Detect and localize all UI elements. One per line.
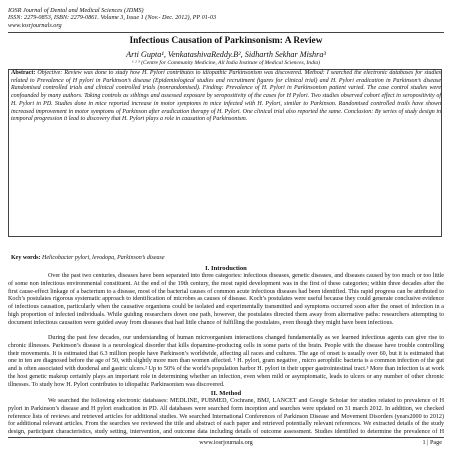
section-heading-method: II. Method xyxy=(210,390,242,397)
journal-issn: ISSN: 2279-0853, ISBN: 2279-0861. Volume 3, Issue 1 (Nov.- Dec. 2012), PP 01-03 xyxy=(8,14,217,22)
abstract xyxy=(11,70,441,124)
author-list: Arti Gupta¹, VenkatashivaReddy.B², Sidharth Sekhar Mishra³ xyxy=(126,50,326,59)
journal-header xyxy=(8,7,438,29)
header-divider xyxy=(8,32,444,33)
footer-divider xyxy=(8,437,444,438)
footer-url: www.iosrjournals.org xyxy=(199,439,253,446)
abstract-label: Abstract: xyxy=(11,70,36,76)
abstract-text: Objective: Review was done to study how H. Pylori contributes to idiopathic Parkinsonism was discovered. Method: I searched the electronic databases for studies related to Prevalence of H pylori in Parkinson’s disease (Epidemiological studies and recruitment figures for clinical trial) and H. Pylori eradication in Parkinson’s disease Randomised controlled trials and clinical controlled trials (nonrandomised). Finding: Prevalence of H. Pylori in Parkinsonism patient varied. The case control studies were confounded by many authors. Taking controls as siblings and assessed exposure by seropositivity of the cases for H Pylori. Two studies observed cohort effect in seropositivity of H. Pylori in PD. Studies done in mice reported increase in motor symptoms in mice infected with H. Pylori, similar to Parkinson. Randomised controlled trails have shown increased improvement in motor symptoms of Parkinson after eradication therapy of H. Pylori. One clinical trial also reported the same. Conclusion: By series of study design in temporal progression it lead to discovery that H. Pylori plays a role in causation of Parkinsonism. xyxy=(11,70,441,123)
author-affiliation: ¹ ² ³ (Centre for Community Medicine, All India Institute of Medical Sciences, India) xyxy=(131,60,321,66)
intro-paragraph-2: During the past few decades, our understanding of human microorganism interactions changed fundamentally as we learned infectious agents can give rise to chronic illnesses. Parkinson’s disease is a neurological disorder that kills dopamine-producing cells in some parts of the brain. People with the disease have trouble controlling their movements. It is estimated that 6.3 million people have Parkinson’s worldwide, affecting all races and cultures. The age of onset is usually over 60, but it is estimated that one in ten are diagnosed before the age of 50, with slightly more men than women affected. ¹ H. pylori, gram negative , micro aerophilic bacteria is a common infection of the gut and is often associated with duodenal and gastric ulcers.² Up to 50% of the world’s population harbor H. pylori in their upper gastrointestinal tract.³ More than infection is at work the host genetic makeup certainly plays an important role in determining whether an infection, even when mild or asymptomatic, leads to ulcers or any number of other chronic illnesses. To study how H. Pylori contributes to idiopathic Parkinsonism was discovered. xyxy=(8,335,444,388)
keywords-label: Key words: xyxy=(11,255,41,261)
journal-name: IOSR Journal of Dental and Medical Sciences (JDMS) xyxy=(8,7,144,14)
journal-website: www.iosrjournals.org xyxy=(8,21,62,29)
page-number: 1 | Page xyxy=(422,439,442,446)
keywords-text: Helicobacter pylori, levodopa, Parkinson’s disease xyxy=(42,255,165,261)
intro-paragraph-1: Over the past two centuries, diseases have been separated into three categories: infectious diseases, genetic diseases, and diseases caused by too much or too little of some non infectious environmental constituent. At the end of the 19th century, the most rapid development was in the first of these categories; within three decades after the first cause-effect linkage of a bacterium to a disease, most of the bacterial causes of common acute infectious diseases had been identified. This rapid progress can be attributed to Koch’s postulates rigorous systematic approach to identification of microbes as causes of disease. Koch’s postulates were useful because they could generate conclusive evidence of infectious causation, particularly when the causative organisms could be isolated and experimentally transmitted and symptoms occurred soon after the onset of infection in a high proportion of infected individuals. While guiding researchers down one path, however, the postulates directed them away from alternative paths: researchers attempting to document infectious causation were guided away from diseases that had little chance of fulfilling the postulates, even though they might have been infectious. xyxy=(8,273,444,326)
method-paragraph-1: We searched the following electronic databases: MEDLINE, PUBMED, Cochrane, BMJ, LANCET and Google Scholar for studies related to prevalence of H pylori in Parkinson’s disease and H pylori eradication in PD. All databases were searched form inception and searches were updated on 31 march 2012. In addition, we checked reference lists of reviews and retrieved articles for additional studies. We searched International Conferences of Parkinson Disease and Movement Disorders (years2000 to 2012) for additional relevant articles. From the searches we reviewed the title and abstract of each paper and retrieved potentially relevant references. We extracted details of the study design, participant characteristics, study setting, intervention, and outcome data including details of outcome assessment. Studies identified to determine the prevalence of H xyxy=(8,398,444,436)
section-heading-introduction: I. Introduction xyxy=(205,265,247,272)
keywords xyxy=(11,255,441,261)
paper-title: Infectious Causation of Parkinsonism: A Review xyxy=(129,36,323,46)
